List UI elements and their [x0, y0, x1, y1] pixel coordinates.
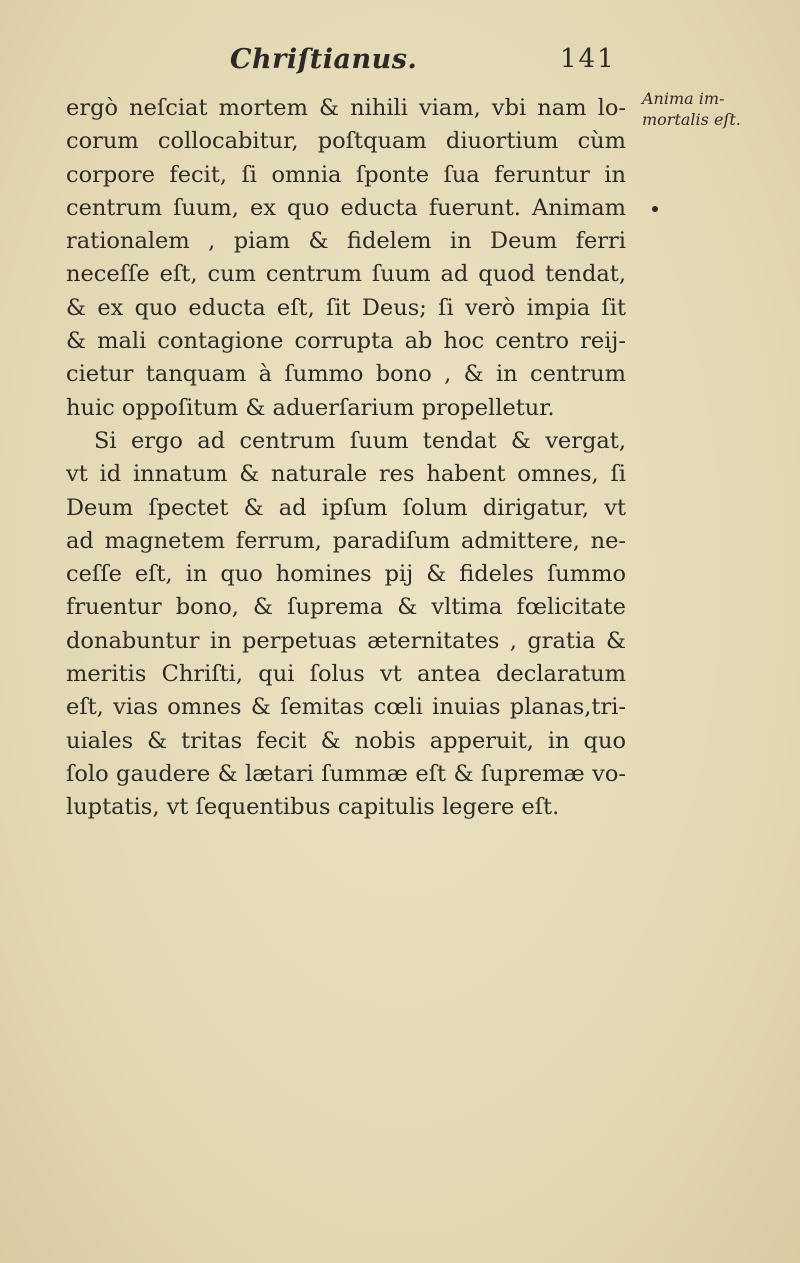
text-line: ergò neſciat mortem & nihili viam, vbi nam lo- — [66, 95, 626, 121]
text-line: Deum ſpectet & ad ipſum ſolum dirigatur, vt — [66, 494, 626, 521]
text-line: eſt, vias omnes & ſemitas cœli inuias planas,tri- — [66, 694, 626, 721]
marginal-note-line: Anima im- — [642, 89, 725, 108]
text-line: Si ergo ad centrum ſuum tendat & vergat, — [94, 427, 626, 454]
text-line: neceſſe eſt, cum centrum ſuum ad quod tendat, — [66, 261, 626, 288]
text-line: & ex quo educta eſt, ſit Deus; ſi verò impia ſit — [66, 294, 626, 321]
marginal-note-line: mortalis eſt. — [642, 110, 741, 129]
text-line: corum collocabitur, poſtquam diuortium cùm — [66, 128, 626, 155]
text-line: uiales & tritas fecit & nobis apperuit, in quo — [66, 727, 626, 754]
text-line: huic oppoſitum & aduerſarium propelletur. — [66, 394, 555, 421]
text-line: centrum ſuum, ex quo educta fuerunt. Animam — [66, 194, 626, 221]
page-number: 141 — [560, 44, 616, 74]
text-line: rationalem , piam & fidelem in Deum ferri — [66, 228, 626, 255]
text-line: ad magnetem ferrum, paradiſum admittere, ne- — [66, 527, 626, 554]
text-line: donabuntur in perpetuas æternitates , gratia & — [66, 627, 626, 654]
text-line: ſolo gaudere & lætari ſummæ eſt & ſupremæ vo- — [66, 760, 626, 787]
body-text — [66, 92, 626, 825]
text-line: meritis Chriſti, qui ſolus vt antea declaratum — [66, 661, 626, 688]
marginal-note — [642, 88, 792, 130]
text-line: corpore fecit, ſi omnia ſponte ſua feruntur in — [66, 161, 626, 188]
text-line: cietur tanquam à ſummo bono , & in centrum — [66, 361, 626, 388]
text-line: luptatis, vt ſequentibus capitulis legere eſt. — [66, 794, 560, 821]
running-head: Chriſtianus. — [230, 44, 418, 75]
text-line: & mali contagione corrupta ab hoc centro reij- — [66, 328, 626, 355]
text-line: vt id innatum & naturale res habent omnes, ſi — [66, 461, 626, 488]
ink-dot — [652, 206, 658, 212]
text-line: ceſſe eſt, in quo homines pij & fideles ſummo — [66, 561, 626, 588]
text-line: fruentur bono, & ſuprema & vltima fœlicitate — [66, 594, 626, 621]
